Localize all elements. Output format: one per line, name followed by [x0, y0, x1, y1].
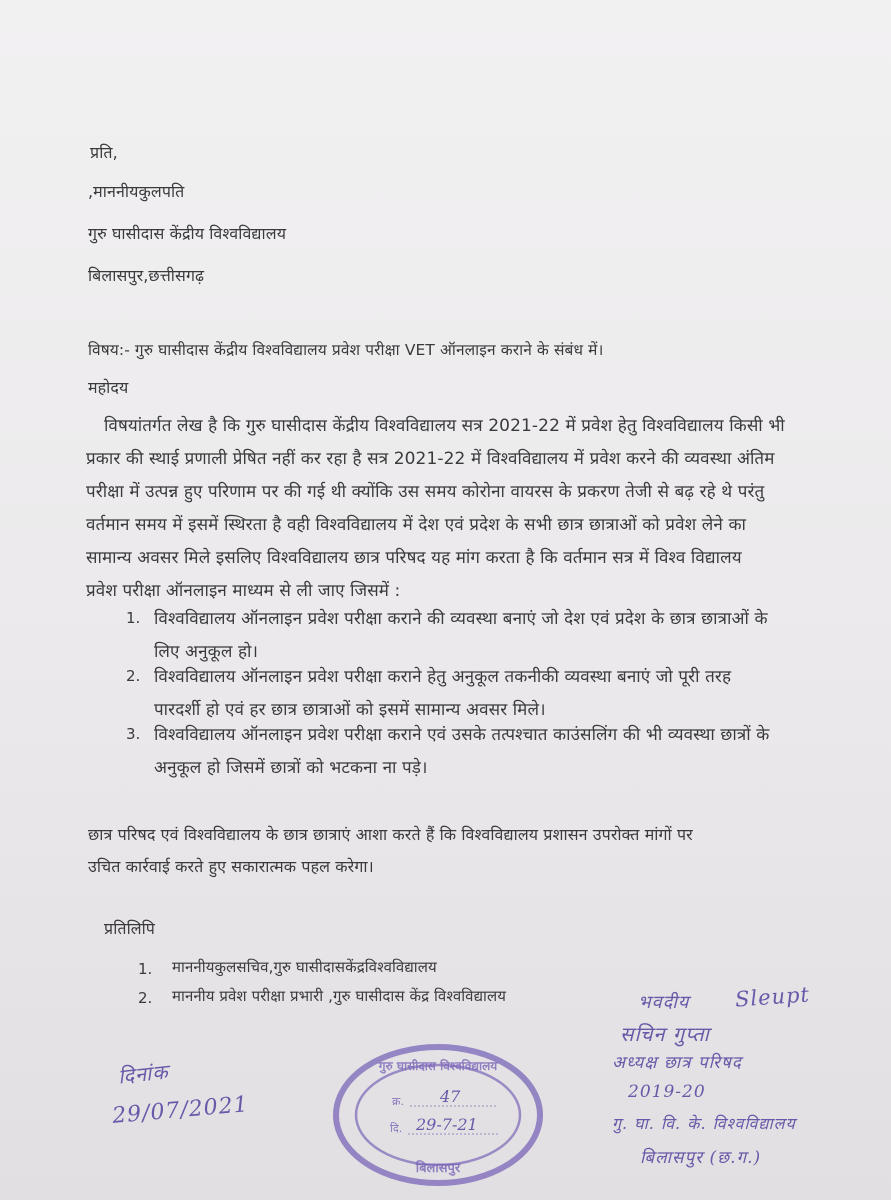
demand-text: विश्वविद्यालय ऑनलाइन प्रवेश परीक्षा कराने एवं उसके तत्पश्चात काउंसलिंग की भी व्यवस्था छात्रों के: [154, 725, 770, 745]
demand-text: लिए अनुकूल हो।: [154, 642, 259, 662]
signature-yours: भवदीय: [638, 992, 690, 1013]
paragraph-line: विषयांतर्गत लेख है कि गुरु घासीदास केंद्रीय विश्वविद्यालय सत्र 2021-22 में प्रवेश हेतु विश्वविद्यालय किसी भी: [104, 416, 785, 436]
stamp-seal-icon: [330, 1040, 546, 1190]
demand-text: पारदर्शी हो एवं हर छात्र छात्राओं को इसमें सामान्य अवसर मिले।: [154, 700, 546, 720]
address-city: बिलासपुर,छत्तीसगढ़: [88, 266, 205, 285]
university-stamp: [330, 1040, 546, 1190]
paragraph-line: प्रकार की स्थाई प्रणाली प्रेषित नहीं कर रहा है सत्र 2021-22 में विश्वविद्यालय में प्रवेश करने की व्यवस्था अंतिम: [86, 449, 775, 469]
handwritten-date-label: दिनांक: [116, 1059, 170, 1089]
stamp-number: 47: [440, 1087, 461, 1106]
signature-city: बिलासपुर (छ.ग.): [640, 1148, 762, 1168]
closing-line: उचित कार्रवाई करते हुए सकारात्मक पहल करेगा।: [88, 857, 374, 876]
signature-scrawl: Sleupt: [734, 982, 811, 1012]
copy-to-number: 1.: [138, 960, 153, 978]
demand-text: अनुकूल हो जिसमें छात्रों को भटकना ना पड़े।: [154, 758, 428, 778]
svg-text:क्र.: क्र.: [392, 1095, 404, 1108]
paragraph-line: परीक्षा में उत्पन्न हुए परिणाम पर की गई थी क्योंकि उस समय कोरोना वायरस के प्रकरण तेजी से बढ़ रहे थे परंतु: [86, 482, 765, 502]
stamp-date: 29-7-21: [416, 1115, 478, 1134]
svg-text:दि.: दि.: [390, 1122, 403, 1135]
paragraph-line: प्रवेश परीक्षा ऑनलाइन माध्यम से ली जाए जिसमें :: [86, 581, 401, 601]
copy-to-item: माननीयकुलसचिव,गुरु घासीदासकेंद्रविश्वविद्यालय: [172, 958, 437, 976]
demand-number: 1.: [126, 609, 141, 627]
letter-subject: विषय:- गुरु घासीदास केंद्रीय विश्वविद्यालय प्रवेश परीक्षा VET ऑनलाइन कराने के संबंध में।: [88, 341, 604, 359]
letter-salutation: महोदय: [88, 378, 129, 397]
demand-number: 2.: [126, 667, 141, 685]
signature-year: 2019-20: [628, 1082, 706, 1102]
copy-to-number: 2.: [138, 989, 153, 1007]
signature-name: सचिन गुप्ता: [620, 1022, 710, 1046]
stamp-bottom-text: बिलासपुर: [415, 1161, 461, 1176]
signature-institution: गु. घा. वि. के. विश्वविद्यालय: [612, 1114, 796, 1133]
address-prati: प्रति,: [90, 143, 118, 162]
handwritten-date-value: 29/07/2021: [111, 1092, 250, 1129]
signature-designation: अध्यक्ष छात्र परिषद: [612, 1053, 742, 1073]
address-recipient: ,माननीयकुलपति: [88, 182, 185, 201]
demand-text: विश्वविद्यालय ऑनलाइन प्रवेश परीक्षा कराने की व्यवस्था बनाएं जो देश एवं प्रदेश के छात्र छात्राओं के: [154, 609, 768, 629]
stamp-top-text: गुरु घासीदास विश्वविद्यालय: [378, 1059, 498, 1073]
paragraph-line: वर्तमान समय में इसमें स्थिरता है वही विश्वविद्यालय में देश एवं प्रदेश के सभी छात्र छात्राओं को प्रवेश लेने का: [86, 515, 747, 535]
copy-to-heading: प्रतिलिपि: [104, 919, 155, 938]
copy-to-item: माननीय प्रवेश परीक्षा प्रभारी ,गुरु घासीदास केंद्र विश्वविद्यालय: [172, 987, 507, 1005]
demand-number: 3.: [126, 725, 141, 743]
closing-line: छात्र परिषद एवं विश्वविद्यालय के छात्र छात्राएं आशा करते हैं कि विश्वविद्यालय प्रशासन उपरोक्त मांगों पर: [88, 825, 693, 844]
paragraph-line: सामान्य अवसर मिले इसलिए विश्वविद्यालय छात्र परिषद यह मांग करता है कि वर्तमान सत्र में विश्व विद्यालय: [86, 548, 742, 568]
demand-text: विश्वविद्यालय ऑनलाइन प्रवेश परीक्षा कराने हेतु अनुकूल तकनीकी व्यवस्था बनाएं जो पूरी तरह: [154, 667, 732, 687]
address-university: गुरु घासीदास केंद्रीय विश्वविद्यालय: [88, 224, 287, 243]
